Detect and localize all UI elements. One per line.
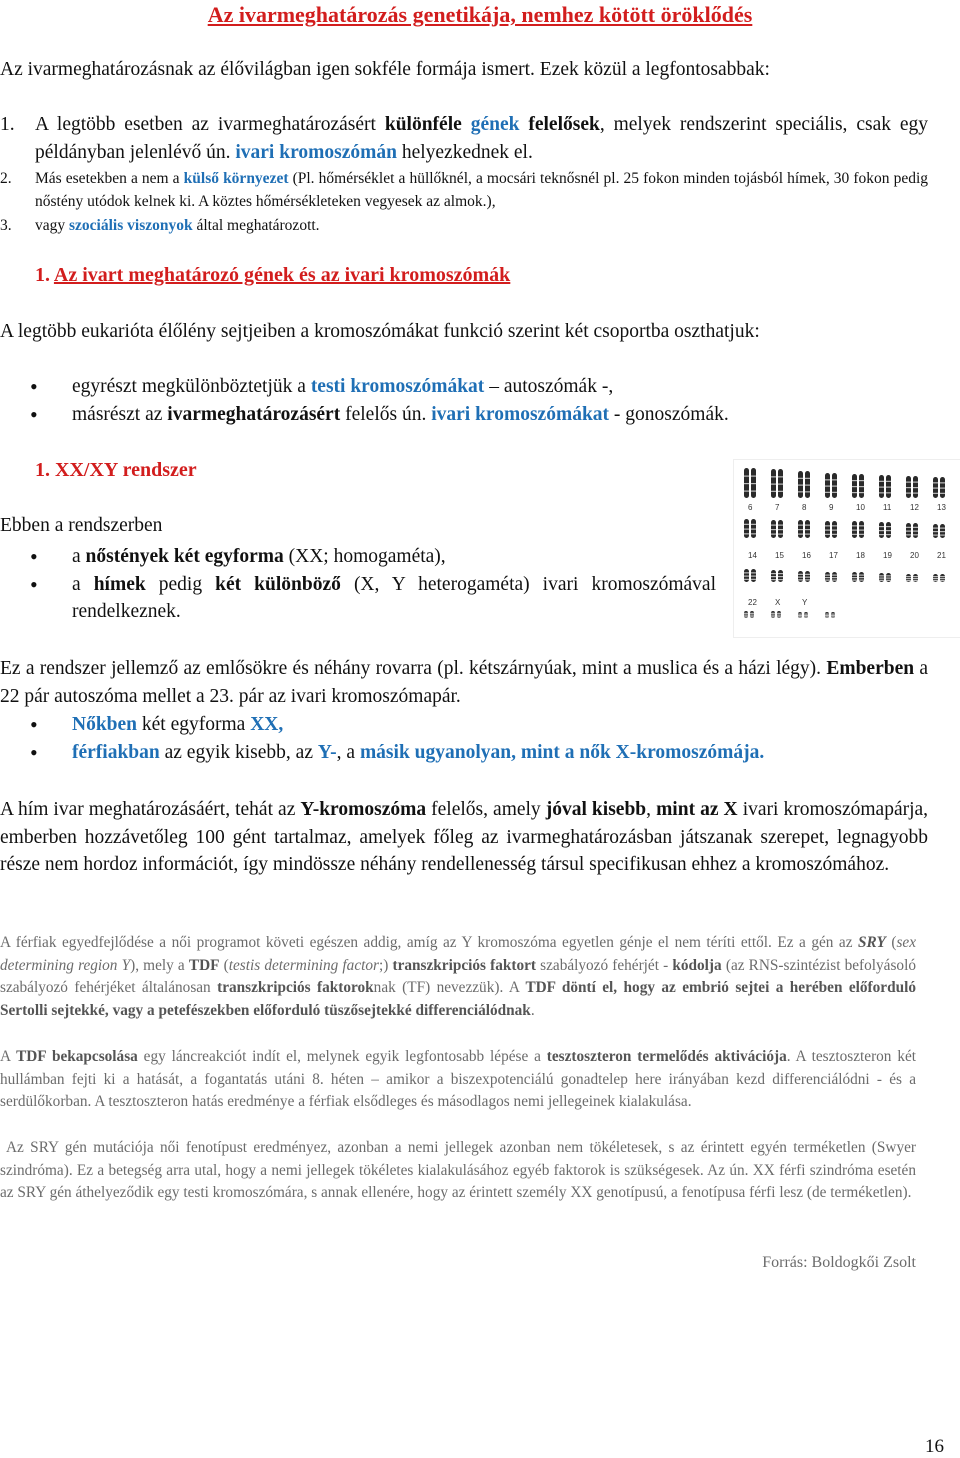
text-run: SRY bbox=[858, 934, 886, 951]
chromosome-number-label: 13 bbox=[937, 503, 946, 512]
chromosome-shape bbox=[825, 612, 835, 618]
text-run: , bbox=[646, 799, 652, 820]
text-run: (az RNS-szintézist befolyásoló szabályozó fehérjéket általánosan bbox=[0, 956, 916, 997]
chromosome-number-label: 10 bbox=[856, 503, 865, 512]
text-run: , melyek rendszerint speciális, csak egy példányban jelenlévő ún. bbox=[35, 114, 929, 163]
chromosome-shape bbox=[933, 574, 945, 582]
text-run: (XX; homogaméta), bbox=[288, 546, 446, 567]
text-run: hímek bbox=[93, 573, 146, 595]
text-run: . bbox=[530, 1001, 535, 1019]
text-run: XX, bbox=[250, 714, 284, 735]
text-run: A férfiak egyedfejlődése a női programot követi egészen addig, amíg az Y kromoszóma egyetlen génje el nem téríti ettől. Ez a gén az bbox=[0, 934, 853, 951]
chromosome-shape bbox=[879, 522, 891, 538]
text-run: egy láncreakciót indít el, melynek egyik legfontosabb lépése a bbox=[143, 1048, 541, 1065]
text-run: vagy bbox=[35, 217, 66, 234]
text-run: (X, Y heterogaméta) ivari kromoszómával rendelkeznek. bbox=[72, 573, 717, 622]
text-run: helyezkednek el. bbox=[401, 141, 533, 163]
text-run: az egyik kisebb, az bbox=[164, 741, 313, 763]
list-item bbox=[0, 401, 928, 429]
chromosome-number-label: 11 bbox=[883, 503, 892, 512]
chromosome-number-label: 15 bbox=[775, 551, 784, 560]
chromosome-number-label: 20 bbox=[910, 551, 919, 560]
text-run: ( bbox=[891, 934, 897, 951]
list-item bbox=[0, 739, 928, 767]
chromosome-shape bbox=[771, 520, 783, 538]
text-run: egyrészt megkülönböztetjük a bbox=[72, 376, 306, 397]
list-item-3 bbox=[0, 214, 928, 237]
chromosome-shape bbox=[771, 469, 783, 498]
text-run: transzkripciós faktorok bbox=[217, 979, 374, 997]
text-run: nak (TF) nevezzük). A bbox=[373, 979, 520, 997]
chromosome-shape bbox=[798, 471, 810, 498]
text-run: ivarmeghatározásért bbox=[167, 403, 341, 425]
text-run: szociális viszonyok bbox=[69, 217, 193, 234]
text-run: hőmérséklet a hüllőknél, a mocsári teknősnél pl. 25 fokon minden tojásból hímek, 30 fokon pedig nőstény utódok kelnek ki. A köztes hőmérsékleteken vegyesek az almok.), bbox=[35, 170, 929, 210]
text-run: által meghatározott. bbox=[196, 217, 320, 234]
text-run: Ez a rendszer jellemző az emlősökre és néhány rovarra (pl. kétszárnyúak, mint a muslica és a házi légy). bbox=[0, 658, 822, 679]
page-number: 16 bbox=[925, 1436, 944, 1457]
text-run: A bbox=[0, 1048, 11, 1065]
text-run: a bbox=[72, 573, 81, 595]
text-run: ), mely a bbox=[130, 956, 185, 974]
text-run: TDF döntí el, hogy az embrió sejtei a herében előforduló Sertolli sejtekké, vagy a petefészekben előforduló tüszősejtekké differenciálódnak bbox=[0, 979, 916, 1019]
list-item-2 bbox=[0, 167, 928, 213]
text-run: ivari kromoszómákat bbox=[431, 403, 610, 425]
chromosome-shape bbox=[906, 574, 918, 582]
chromosome-shape bbox=[744, 569, 756, 582]
section-heading-1 bbox=[35, 264, 510, 287]
text-run: ;) bbox=[378, 956, 389, 974]
text-run: (Pl. bbox=[292, 170, 315, 187]
text-run: felelősek bbox=[528, 114, 600, 135]
chromosome-shape bbox=[798, 520, 810, 538]
chromosome-number-label: 12 bbox=[910, 503, 919, 512]
page-title: Az ivarmeghatározás genetikája, nemhez kötött öröklődés bbox=[207, 2, 753, 27]
gray-paragraph-1 bbox=[0, 932, 916, 1022]
list-item-1 bbox=[0, 111, 928, 166]
text-run: mint az X bbox=[656, 799, 738, 820]
chromosome-number-label: 17 bbox=[829, 551, 838, 560]
text-run: felelős, amely bbox=[431, 799, 541, 820]
chromosome-shape bbox=[852, 474, 864, 498]
gray-paragraph-3: Az SRY gén mutációja női fenotípust eredményez, azonban a nemi jellegek azonban nem tökéletesek, s az érintett egyén terméketlen (Swyer szindróma). Ez a betegség arra utal, hogy a nemi jellegek tökéletes kialakulásához egyéb faktorok is szükségesek. Az ún. XX férfi szindróma esetén az SRY gén áthelyeződik egy testi kromoszómára, s annak ellenére, hogy az érintett személy XX genotípusú, a fenotípusa férfi lesz (de terméketlen). bbox=[0, 1139, 916, 1202]
paragraph-4 bbox=[0, 796, 928, 879]
chromosome-shape bbox=[744, 519, 756, 538]
chromosome-shape bbox=[852, 521, 864, 538]
text-run: felelős ún. bbox=[345, 403, 427, 425]
chromosome-number-label: X bbox=[775, 598, 781, 607]
bullet-list-1 bbox=[0, 373, 928, 428]
text-run: a bbox=[72, 546, 81, 567]
gray-paragraph-2 bbox=[0, 1046, 916, 1114]
text-run: szabályozó fehérjét - bbox=[540, 956, 669, 974]
chromosome-shape bbox=[933, 524, 945, 538]
text-run: A legtöbb esetben az ivarmeghatározásért bbox=[35, 114, 376, 135]
chromosome-shape bbox=[798, 612, 808, 618]
karyotype-image bbox=[733, 459, 960, 638]
chromosome-shape bbox=[771, 570, 783, 582]
text-run: , a bbox=[336, 741, 356, 763]
chromosome-shape bbox=[744, 611, 754, 618]
chromosome-number-label: 16 bbox=[802, 551, 811, 560]
list-number: 3. bbox=[0, 217, 12, 234]
heading-number: 1. bbox=[35, 264, 50, 286]
chromosome-number-label: Y bbox=[802, 598, 808, 607]
chromosome-number-label: 7 bbox=[775, 503, 780, 512]
text-run: ivari kromoszómán bbox=[235, 141, 397, 163]
chromosome-shape bbox=[744, 468, 756, 498]
text-run: a 22 pár autoszóma mellet a 23. pár az ivari kromoszómapár. bbox=[0, 658, 929, 707]
chromosome-shape bbox=[798, 571, 810, 582]
chromosome-shape bbox=[825, 572, 837, 582]
section-heading-2: 1. XX/XY rendszer bbox=[35, 459, 197, 481]
list-item bbox=[0, 711, 928, 739]
list-number: 1. bbox=[0, 114, 15, 135]
text-run: Y- bbox=[317, 741, 337, 763]
text-run: másik ugyanolyan, mint a nők X-kromoszómája. bbox=[359, 741, 765, 763]
chromosome-shape bbox=[906, 523, 918, 538]
list-number: 2. bbox=[0, 170, 12, 187]
chromosome-shape bbox=[933, 477, 945, 498]
text-run: férfiakban bbox=[72, 741, 160, 763]
text-run: nőstények két egyforma bbox=[85, 546, 284, 567]
list-item bbox=[0, 571, 716, 626]
text-run: jóval kisebb bbox=[545, 799, 647, 820]
chromosome-shape bbox=[879, 573, 891, 582]
text-run: . A tesztoszteron két hullámban fejti ki a hatását, a fogantatás utáni 8. héten – amikor a biszexpotenciálú gonadtelep here irányában kezd differenciálódni - és a serdülőkorban. A tesztoszteron hatás eredménye a férfiak elsődleges és másodlagos nemi jellegeinek kialakulása. bbox=[0, 1048, 917, 1111]
text-run: két különböző bbox=[215, 573, 341, 595]
text-run: tesztoszteron termelődés aktivációja bbox=[546, 1048, 787, 1065]
paragraph-1: A legtöbb eukarióta élőlény sejtjeiben a kromoszómákat funkció szerint két csoportba oszthatjuk: bbox=[0, 321, 760, 342]
paragraph-3 bbox=[0, 655, 928, 710]
chromosome-number-label: 6 bbox=[748, 503, 753, 512]
bullet-list-3 bbox=[0, 711, 928, 766]
chromosome-number-label: 18 bbox=[856, 551, 865, 560]
text-run: Y-kromoszóma bbox=[300, 799, 427, 820]
text-run: transzkripciós faktort bbox=[392, 956, 536, 974]
paragraph-2: Ebben a rendszerben bbox=[0, 515, 163, 536]
text-run: külső környezet bbox=[183, 170, 289, 187]
text-run: különféle bbox=[384, 114, 462, 135]
chromosome-number-label: 14 bbox=[748, 551, 757, 560]
text-run: pedig bbox=[158, 573, 203, 595]
bullet-list-2 bbox=[0, 543, 716, 626]
text-run: testis determining factor bbox=[228, 956, 379, 974]
chromosome-number-label: 9 bbox=[829, 503, 834, 512]
source-credit: Forrás: Boldogkői Zsolt bbox=[762, 1254, 916, 1271]
text-run: gének bbox=[470, 114, 520, 135]
text-run: testi kromoszómákat bbox=[310, 376, 485, 397]
text-run: Nőkben bbox=[72, 714, 138, 735]
text-run: sex determining region Y bbox=[0, 934, 917, 974]
text-run: ivari kromoszómapárja, emberben hozzávetőleg 100 gént tartalmaz, amelyek főleg az ivarmeghatározásban játszanak szerepet, legnagyobb része nem hordoz információt, így mindössze néhány rendellenesség társul specifikusan ehhez a kromoszómához. bbox=[0, 799, 929, 875]
intro-paragraph: Az ivarmeghatározásnak az élővilágban igen sokféle formája ismert. Ezek közül a legfontosabbak: bbox=[0, 59, 770, 80]
heading-text: Az ivart meghatározó gének és az ivari kromoszómák bbox=[53, 264, 511, 286]
text-run: Emberben bbox=[826, 658, 915, 679]
text-run: – autoszómák -, bbox=[489, 376, 614, 397]
text-run: TDF bbox=[188, 956, 220, 974]
chromosome-number-label: 19 bbox=[883, 551, 892, 560]
chromosome-number-label: 21 bbox=[937, 551, 946, 560]
text-run: - gonoszómák. bbox=[613, 403, 729, 425]
chromosome-shape bbox=[906, 476, 918, 498]
chromosome-shape bbox=[852, 572, 864, 582]
text-run: A hím ivar meghatározásáért, tehát az bbox=[0, 799, 296, 820]
chromosome-shape bbox=[825, 473, 837, 498]
karyotype-icon bbox=[734, 460, 960, 637]
chromosome-shape bbox=[879, 475, 891, 498]
chromosome-number-label: 8 bbox=[802, 503, 807, 512]
text-run: kódolja bbox=[672, 956, 722, 974]
text-run: Más esetekben a nem a bbox=[35, 170, 180, 187]
chromosome-number-label: 22 bbox=[748, 598, 757, 607]
text-run: másrészt az bbox=[72, 403, 163, 425]
list-item bbox=[0, 543, 716, 571]
chromosome-shape bbox=[771, 611, 781, 618]
text-run: ( bbox=[223, 956, 229, 974]
chromosome-shape bbox=[825, 521, 837, 538]
text-run: TDF bekapcsolása bbox=[16, 1048, 138, 1065]
list-item bbox=[0, 373, 928, 401]
text-run: két egyforma bbox=[141, 714, 246, 735]
